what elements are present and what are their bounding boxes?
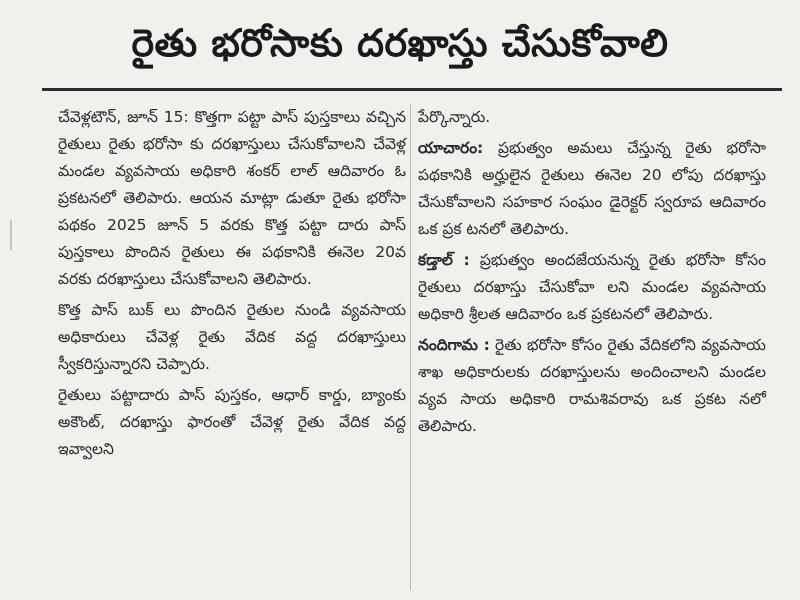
left-column bbox=[58, 104, 406, 467]
headline: రైతు భరోసాకు దరఖాస్తు చేసుకోవాలి bbox=[131, 21, 669, 65]
news-item-text: ప్రభుత్వం అందజేయనున్న రైతు భరోసా కోసం రైతులు దరఖాస్తు చేసుకోవా లని మండల వ్యవసాయ అధికారి శ్రీలత ఆదివారం ఒక ప్రకటనలో తెలిపారు. bbox=[418, 251, 766, 323]
place-name: నందిగామ : bbox=[418, 336, 490, 354]
scan-edge-mark bbox=[10, 220, 20, 250]
left-paragraph-1: చేవెళ్లటౌన్, జూన్ 15: కొత్తగా పట్టా పాస్ పుస్తకాలు వచ్చిన రైతులు రైతు భరోసా కు దరఖాస్తులు చేసుకోవాలని చేవెళ్ల మండల వ్యవసాయ అధికారి శంకర్ లాల్ ఆదివారం ఓ ప్రకటనలో తెలిపారు. ఆయన మాట్లా డుతూ రైతు భరోసా పథకం 2025 జూన్ 5 వరకు కొత్త పట్టా దారు పాస్ పుస్తకాలు పొందిన రైతులు ఈ పథకానికి ఈనెల 20వ వరకు దరఖాస్తులు చేసుకోవాలని తెలిపారు. bbox=[58, 108, 406, 288]
headline-rule bbox=[42, 88, 782, 91]
left-paragraph-3: రైతులు పట్టాదారు పాస్ పుస్తకం, ఆధార్ కార్డు, బ్యాంకు అకౌంట్, దరఖాస్తు ఫారంతో చేవెళ్ల రైతు వేదిక వద్ద ఇవ్వాలని bbox=[58, 386, 406, 458]
news-item-kadthal bbox=[418, 247, 766, 328]
right-continuation: పేర్కొన్నారు. bbox=[418, 108, 491, 126]
right-column bbox=[418, 104, 766, 444]
column-divider bbox=[410, 104, 411, 590]
left-paragraph-2: కొత్త పాస్ బుక్ లు పొందిన రైతుల నుండి వ్యవసాయ అధికారులు చేవెళ్ల రైతు వేదిక వద్ద దరఖాస్తులు స్వీకరిస్తున్నారని చెప్పారు. bbox=[58, 301, 406, 373]
news-item-nandigama bbox=[418, 332, 766, 440]
news-item-text: రైతు భరోసా కోసం రైతు వేదికలోని వ్యవసాయ శాఖ అధికారులకు దరఖాస్తులను అందించాలని మండల వ్యవ సాయ అధికారి రామశివరావు ఒక ప్రకట నలో తెలిపారు. bbox=[418, 336, 766, 435]
place-name: యాచారం: bbox=[418, 139, 484, 157]
place-name: కడ్తాల్ : bbox=[418, 251, 470, 269]
news-item-yacharam bbox=[418, 135, 766, 243]
news-item-text: ప్రభుత్వం అమలు చేస్తున్న రైతు భరోసా పథకానికి అర్హులైన రైతులు ఈనెల 20 లోపు దరఖాస్తు చేసుకోవాలని సహకార సంఘం డైరెక్టర్ స్వరూప ఆదివారం ఒక ప్రక టనలో తెలిపారు. bbox=[418, 139, 766, 238]
